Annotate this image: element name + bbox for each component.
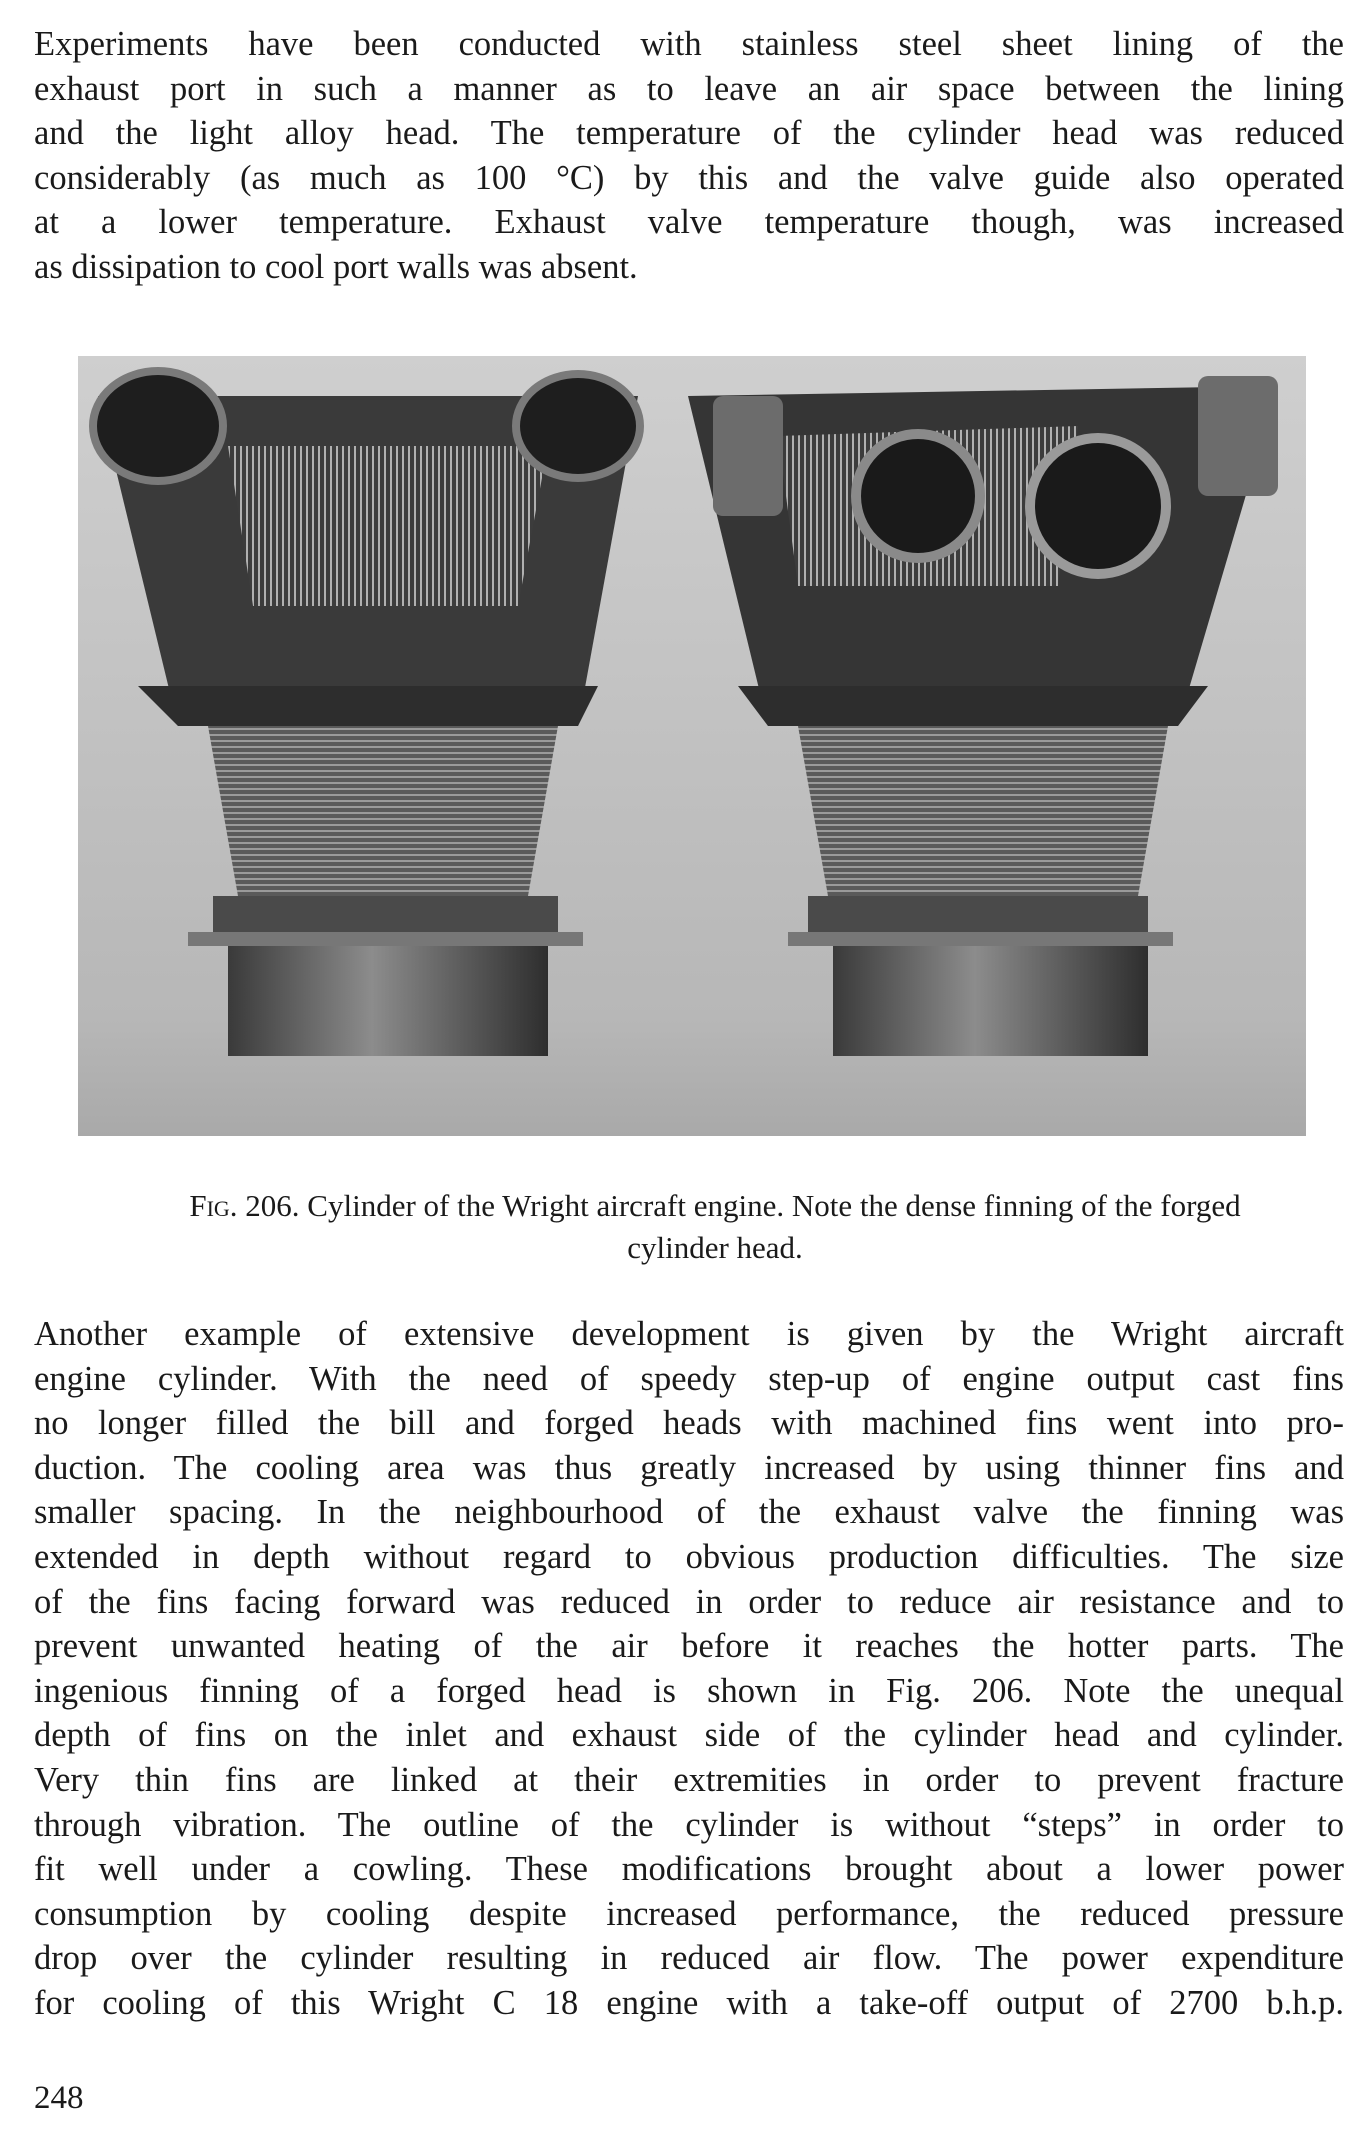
text-line: for cooling of this Wright C 18 engine with a take-off output of 2700 b.h.p. xyxy=(34,1983,1344,2022)
text-line: no longer filled the bill and forged heads with machined fins went into pro- xyxy=(34,1404,1344,1443)
caption-text-continued: cylinder head. xyxy=(627,1230,803,1265)
paragraph-exhaust-port-lining xyxy=(34,22,1344,290)
text-line: drop over the cylinder resulting in reduced air flow. The power expenditure xyxy=(34,1939,1344,1978)
figure-label: Fig. 206. xyxy=(189,1188,300,1223)
text-line: considerably (as much as 100 °C) by this and the valve guide also operated xyxy=(34,158,1344,197)
text-line: Very thin fins are linked at their extremities in order to prevent fracture xyxy=(34,1760,1344,1799)
figure-caption xyxy=(90,1185,1340,1269)
text-line: as dissipation to cool port walls was absent. xyxy=(34,247,638,286)
text-line: Experiments have been conducted with stainless steel sheet lining of the xyxy=(34,25,1344,63)
text-line: and the light alloy head. The temperature of the cylinder head was reduced xyxy=(34,114,1344,153)
text-line: engine cylinder. With the need of speedy step-up of engine output cast fins xyxy=(34,1359,1344,1398)
text-line: extended in depth without regard to obvious production difficulties. The size xyxy=(34,1537,1344,1576)
text-line: prevent unwanted heating of the air before it reaches the hotter parts. The xyxy=(34,1627,1344,1666)
text-line: through vibration. The outline of the cylinder is without “steps” in order to xyxy=(34,1805,1344,1844)
text-line: Another example of extensive development is given by the Wright aircraft xyxy=(34,1315,1344,1353)
text-line: depth of fins on the inlet and exhaust side of the cylinder head and cylinder. xyxy=(34,1716,1344,1755)
text-line: of the fins facing forward was reduced in order to reduce air resistance and to xyxy=(34,1582,1344,1621)
text-line: at a lower temperature. Exhaust valve temperature though, was increased xyxy=(34,203,1344,242)
cylinder-photograph xyxy=(78,356,1306,1136)
text-line: consumption by cooling despite increased performance, the reduced pressure xyxy=(34,1894,1344,1933)
text-line: exhaust port in such a manner as to leave an air space between the lining xyxy=(34,69,1344,108)
text-line: ingenious finning of a forged head is shown in Fig. 206. Note the unequal xyxy=(34,1671,1344,1710)
text-line: fit well under a cowling. These modifications brought about a lower power xyxy=(34,1850,1344,1889)
caption-text: Cylinder of the Wright aircraft engine. Note the dense finning of the forged xyxy=(307,1188,1241,1223)
page-number: 248 xyxy=(34,2080,84,2116)
text-line: smaller spacing. In the neighbourhood of the exhaust valve the finning was xyxy=(34,1493,1344,1532)
paragraph-wright-cylinder-development xyxy=(34,1312,1344,2026)
text-line: duction. The cooling area was thus greatly increased by using thinner fins and xyxy=(34,1448,1344,1487)
